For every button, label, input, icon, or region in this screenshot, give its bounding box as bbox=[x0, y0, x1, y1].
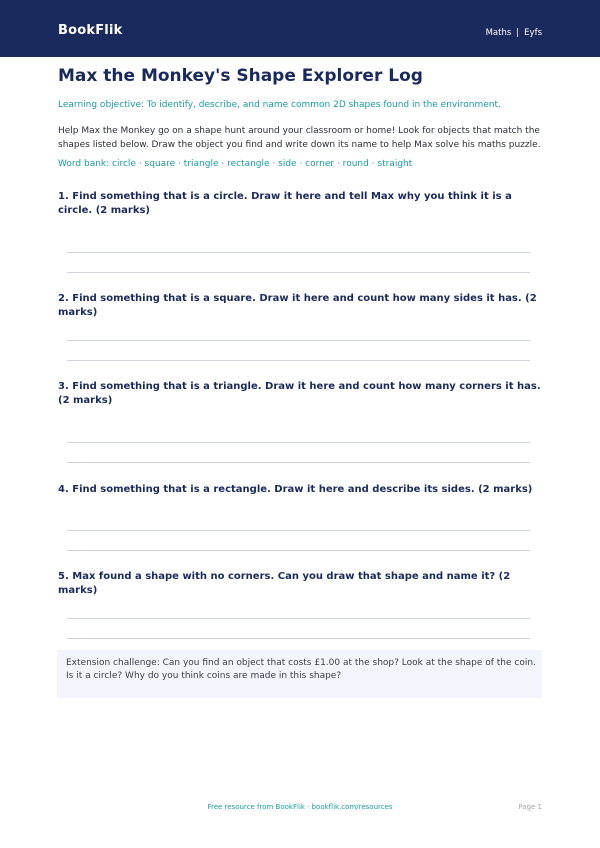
extension-box bbox=[57, 650, 542, 698]
footer-link[interactable]: Free resource from BookFlik · bookflik.com/resources bbox=[207, 803, 393, 811]
question-1: 1. Find something that is a circle. Draw it here and tell Max why you think it is a circle. (2 marks) bbox=[58, 191, 512, 216]
breadcrumb-separator: | bbox=[516, 28, 520, 38]
learning-objective: Learning objective: To identify, describe, and name common 2D shapes found in the environment. bbox=[58, 100, 501, 110]
question-4: 4. Find something that is a rectangle. Draw it here and describe its sides. (2 marks) bbox=[58, 484, 533, 495]
page-title: Max the Monkey's Shape Explorer Log bbox=[58, 66, 423, 86]
answer-line[interactable] bbox=[67, 272, 530, 273]
page-number: Page 1 bbox=[518, 803, 542, 811]
answer-line[interactable] bbox=[67, 530, 530, 531]
question-3: 3. Find something that is a triangle. Draw it here and count how many corners it has. (2 marks) bbox=[58, 381, 541, 406]
breadcrumb-level[interactable]: Eyfs bbox=[524, 28, 542, 38]
word-bank: Word bank: circle · square · triangle · rectangle · side · corner · round · straight bbox=[58, 159, 413, 169]
answer-line[interactable] bbox=[67, 462, 530, 463]
answer-line[interactable] bbox=[67, 360, 530, 361]
brand-logo[interactable]: BookFlik bbox=[58, 23, 123, 38]
header-bar bbox=[0, 0, 600, 57]
answer-line[interactable] bbox=[67, 618, 530, 619]
question-5: 5. Max found a shape with no corners. Can you draw that shape and name it? (2 marks) bbox=[58, 571, 511, 596]
answer-line[interactable] bbox=[67, 638, 530, 639]
answer-line[interactable] bbox=[67, 252, 530, 253]
answer-line[interactable] bbox=[67, 442, 530, 443]
question-2: 2. Find something that is a square. Draw it here and count how many sides it has. (2 marks) bbox=[58, 293, 537, 318]
extension-challenge: Extension challenge: Can you find an object that costs £1.00 at the shop? Look at the shape of the coin. Is it a circle? Why do you think coins are made in this shape? bbox=[66, 658, 536, 681]
answer-line[interactable] bbox=[67, 340, 530, 341]
breadcrumb bbox=[486, 28, 542, 38]
answer-line[interactable] bbox=[67, 550, 530, 551]
breadcrumb-subject[interactable]: Maths bbox=[485, 28, 512, 38]
intro-text: Help Max the Monkey go on a shape hunt around your classroom or home! Look for objects that match the shapes listed below. Draw the object you find and write down its name to help Max solve his maths puzzle. bbox=[58, 126, 541, 150]
